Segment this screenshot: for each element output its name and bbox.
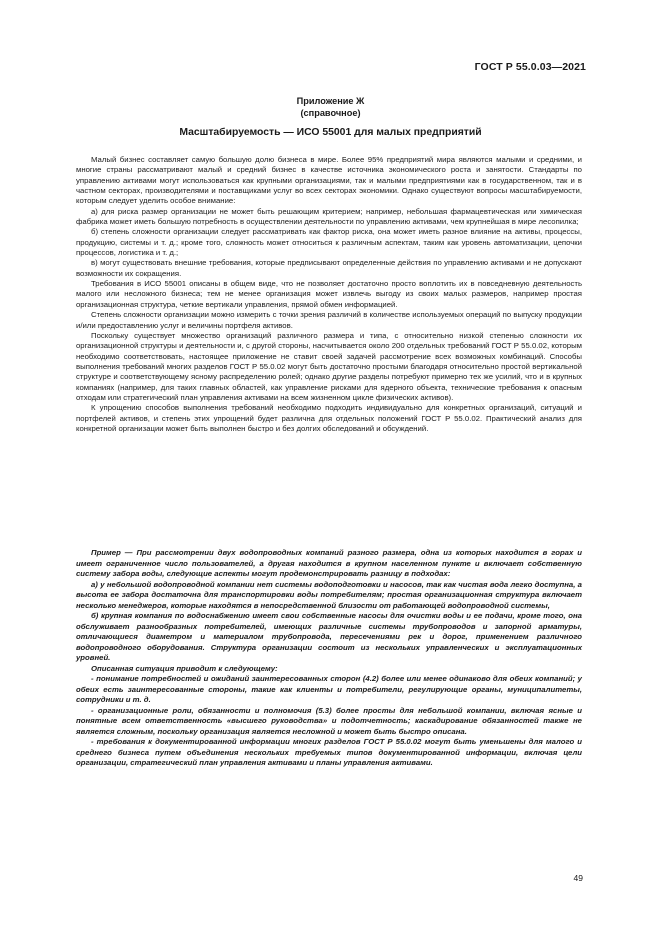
body-text xyxy=(76,155,582,434)
example-bullet-1: - понимание потребностей и ожиданий заинтересованных сторон (4.2) более или менее одинаково для обеих компаний; у обеих есть заинтересованные стороны, такие как клиенты и потребители, регулирующие органы, муниципалитеты, сотрудники и т. д. xyxy=(76,674,582,704)
appendix-type: (справочное) xyxy=(300,108,361,118)
example-bullet-2: - организационные роли, обязанности и полномочия (5.3) более просты для небольшой компании, включая ясные и понятные всем ответственность «высшего руководства» и подотчетность; каскадирование обязанностей также не является сложным, поскольку организация является несложной и может быть быстро описана. xyxy=(76,705,582,736)
example-intro: Пример — При рассмотрении двух водопроводных компаний разного размера, одна из которых находится в горах и имеет ограниченное число пользователей, а другая находится в крупном населенном пункте и включает собственную систему забора воды, следующие аспекты могут продемонстрировать разницу в подходах: xyxy=(76,548,582,578)
section-title: Масштабируемость — ИСО 55001 для малых предприятий xyxy=(179,127,482,138)
paragraph-requirements: Требования в ИСО 55001 описаны в общем виде, что не позволяет достаточно просто воплотить их в повседневную деятельность малого или несложного бизнеса; тем не менее организация может извлечь выгоду из своих малых размеров, например простая организационная структура, четкие вертикали управления, прямой обмен информацией. xyxy=(76,279,582,309)
paragraph-simplification: К упрощению способов выполнения требований необходимо подходить индивидуально для конкретных организаций, ситуаций и портфелей активов, и степень этих упрощений будет различна для отдельных положений ГОСТ Р 55.0.02. Практический анализ для конкретной организации может быть выполнен быстро и без долгих обследований и обсуждений. xyxy=(76,403,582,433)
standard-id-header: ГОСТ Р 55.0.03—2021 xyxy=(474,61,586,73)
appendix-heading xyxy=(0,95,661,119)
paragraph-organizations: Поскольку существует множество организаций различного размера и типа, с относительно низкой степенью сложности их организационной структуры и деятельности и, с другой стороны, насчитывается около 200 отдельных требований ГОСТ Р 55.0.02, которым необходимо соответствовать, настоящее приложение не ставит своей задачей рассмотрение всех возможных комбинаций. Способы выполнения требований многих разделов ГОСТ Р 55.0.02 могут быть достаточно простыми благодаря относительно простой вертикальной структуре и соответствующему ясному распределению ролей; однако другие разделы потребуют примерно тех же усилий, что и в крупных компаниях (например, для таких главных областей, как управление рисками для ядерного объекта, технические требования к опасным отходам или стратегический план управления активами на всем жизненном цикле физических активов). xyxy=(76,330,582,402)
example-block xyxy=(76,548,582,769)
example-bullet-3: - требования к документированной информации многих разделов ГОСТ Р 55.0.02 могут быть уменьшены для малого и среднего бизнеса путем объединения нескольких требуемых типов документированной информации, включая цели организации, стратегический план управления активами и планы управления активами. xyxy=(76,737,582,767)
example-item-a: а) у небольшой водопроводной компании нет системы водоподготовки и насосов, так как чистая вода легко доступна, а высота ее забора достаточна для транспортировки воды потребителям; простая организационная структура включает несколько менеджеров, которые находятся в непосредственной близости от работающей водопроводной системы, xyxy=(76,579,582,610)
example-consequence: Описанная ситуация приводит к следующему: xyxy=(91,663,278,673)
paragraph-complexity: Степень сложности организации можно измерить с точки зрения различий в количестве используемых операций по выпуску продукции и/или предоставлению услуг и величины портфеля активов. xyxy=(76,310,582,330)
paragraph-intro: Малый бизнес составляет самую большую долю бизнеса в мире. Более 95% предприятий мира являются малыми и средними, и многие страны рассматривают малый и средний бизнес в качестве источника экономического роста и занятости. Стандарты по управлению активами могут использоваться как крупными организациями, так и малыми предприятиями как в государственном, так и в частном секторах, производителями и поставщиками услуг во всех секторах экономики. Однако существуют вопросы масштабируемости, которым следует уделить особое внимание: xyxy=(76,155,582,206)
example-item-b: б) крупная компания по водоснабжению имеет свои собственные насосы для очистки воды и ее подачи, кроме того, она обслуживает разнообразных потребителей, имеющих различные системы трубопроводов и запорной арматуры, отличающиеся диаметром и материалом трубопровода, пересечениями рек и дорог, применением различного водопроводного оборудования. Структура организации состоит из нескольких управленческих и эксплуатационных уровней. xyxy=(76,611,582,662)
appendix-title: Приложение Ж xyxy=(296,96,365,106)
page-number: 49 xyxy=(573,873,583,883)
list-item-a: а) для риска размер организации не может быть решающим критерием; например, небольшая фармацевтическая или химическая фабрика может иметь большую потребность в осуществлении деятельности по управлению активами, чем крупнейшая в мире лесопилка; xyxy=(76,206,582,227)
list-item-b: б) степень сложности организации следует рассматривать как фактор риска, она может иметь разное влияние на активы, процессы, продукцию, системы и т. д.; кроме того, сложность может относиться к различным аспектам, таким как уровень автоматизации, цепочки процессов, логистика и т. д.; xyxy=(76,227,582,258)
list-item-v: в) могут существовать внешние требования, которые предписывают определенные действия по управлению активами и не допускают возможности их сокращения. xyxy=(76,258,582,278)
